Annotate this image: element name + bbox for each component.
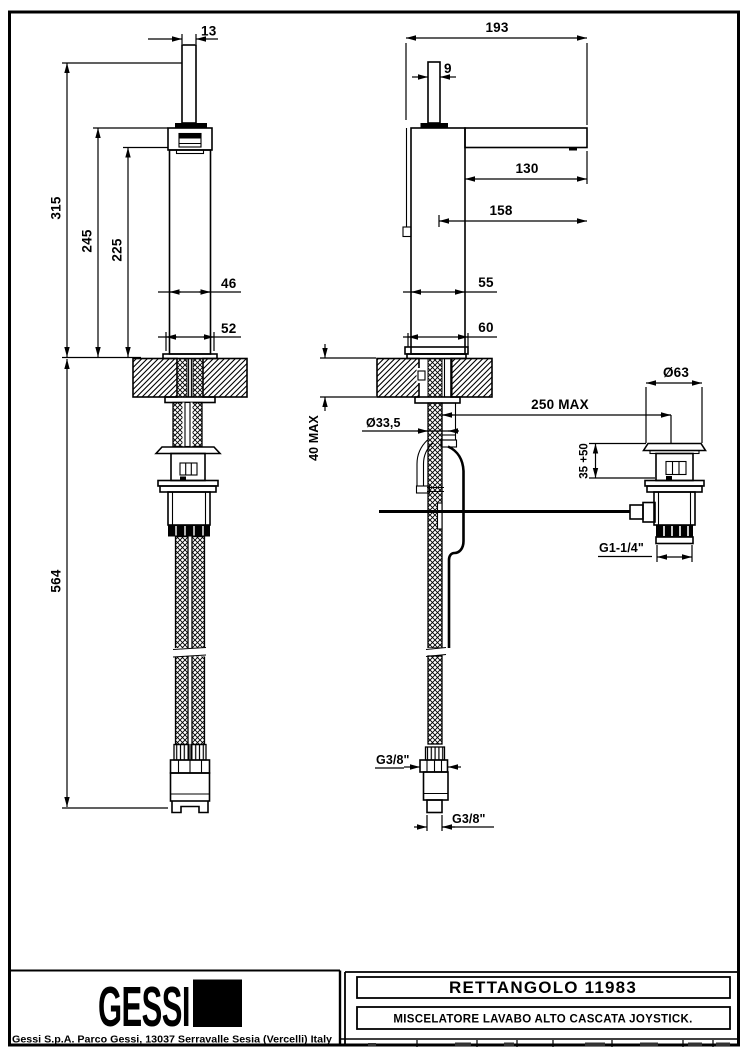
joystick-stick-front [182, 45, 196, 123]
company-address: Gessi S.p.A. Parco Gessi, 13037 Serravalle Sesia (Vercelli) Italy [12, 1033, 333, 1046]
brand-logo-text: GESSI [98, 975, 190, 1039]
dim-side-spout-reach: 130 [515, 161, 539, 176]
popup-waste-front [156, 447, 220, 537]
countertop-front [133, 359, 247, 398]
sheet-border [10, 12, 739, 1045]
dim-drain-height-range: 35 +50 [578, 443, 591, 479]
faucet-body-front [170, 150, 211, 354]
series-code: RETTANGOLO 11983 [449, 978, 637, 997]
dim-front-body-width: 46 [221, 276, 237, 291]
dim-side-base-depth: 60 [478, 320, 494, 335]
dim-front-spout-height: 225 [109, 238, 125, 262]
popup-rod-side [448, 447, 464, 649]
title-block [9, 971, 737, 1048]
dim-side-spout-reach-total: 158 [489, 203, 513, 218]
spout-side [465, 128, 587, 148]
dim-front-body-top-height: 245 [79, 229, 95, 253]
drain-detail [579, 365, 706, 562]
joystick-stick-side [428, 62, 440, 123]
dim-drain-thread: G1-1/4" [599, 541, 644, 555]
countertop-side [377, 359, 492, 398]
hose-and-rods-side [379, 403, 630, 813]
dim-front-total-height: 315 [48, 196, 64, 220]
product-description: MISCELATORE LAVABO ALTO CASCATA JOYSTICK. [393, 1013, 693, 1026]
dim-side-hole-diameter: Ø33,5 [366, 416, 401, 430]
faucet-body-side [411, 128, 465, 354]
dim-side-stick-depth: 9 [444, 61, 452, 76]
dim-side-inlet-fitting: G3/8" [376, 753, 410, 767]
dim-front-stick-width: 13 [201, 23, 217, 39]
dim-side-deck-thickness: 40 MAX [307, 415, 321, 461]
dim-side-total-depth: 193 [485, 20, 509, 35]
dim-side-rod-reach: 250 MAX [531, 397, 589, 412]
dim-side-body-depth: 55 [478, 275, 494, 290]
side-dimensions [307, 20, 671, 831]
front-view [49, 24, 248, 813]
dim-drain-flange-diameter: Ø63 [662, 365, 690, 380]
dim-front-base-width: 52 [221, 321, 237, 336]
gessi-logo [98, 975, 242, 1039]
dim-front-hose-drop: 564 [48, 569, 64, 593]
dim-side-inlet-fitting-end: G3/8" [452, 812, 486, 826]
side-view [307, 20, 671, 831]
supply-hoses-front [171, 537, 210, 813]
logo-square [193, 980, 242, 1028]
